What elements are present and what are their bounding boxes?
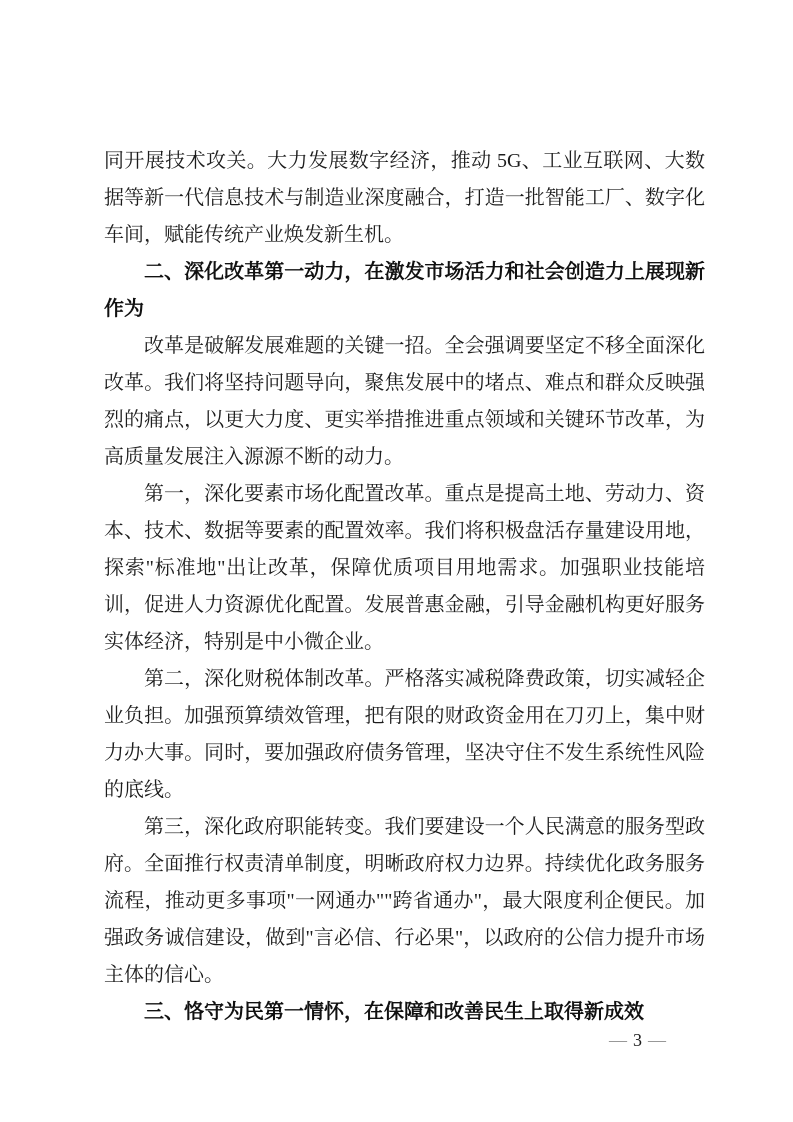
section-heading-three: 三、恪守为民第一情怀，在保障和改善民生上取得新成效 [144, 1001, 644, 1023]
section-heading-two: 二、深化改革第一动力，在激发市场活力和社会创造力上展现新作为 [104, 261, 705, 320]
page-number: 3 [633, 1030, 642, 1050]
footer-dash-right: — [648, 1030, 666, 1050]
paragraph-continued-from-previous-page: 同开展技术攻关。大力发展数字经济，推动 5G、工业互联网、大数据等新一代信息技术与制造业深度融合，打造一批智能工厂、数字化车间，赋能传统产业焕发新生机。 [104, 150, 705, 246]
footer-dash-left: — [609, 1030, 627, 1050]
document-body [104, 143, 705, 1031]
paragraph-reform-intro: 改革是破解发展难题的关键一招。全会强调要坚定不移全面深化改革。我们将坚持问题导向，聚焦发展中的堵点、难点和群众反映强烈的痛点，以更大力度、更实举措推进重点领域和关键环节改革，为高质量发展注入源源不断的动力。 [104, 335, 705, 468]
paragraph-point-two: 第二，深化财税体制改革。严格落实减税降费政策，切实减轻企业负担。加强预算绩效管理，把有限的财政资金用在刀刃上，集中财力办大事。同时，要加强政府债务管理，坚决守住不发生系统性风险的底线。 [104, 668, 705, 801]
paragraph-point-three: 第三，深化政府职能转变。我们要建设一个人民满意的服务型政府。全面推行权责清单制度，明晰政府权力边界。持续优化政务服务流程，推动更多事项"一网通办""跨省通办"，最大限度利企便民。加强政务诚信建设，做到"言必信、行必果"，以政府的公信力提升市场主体的信心。 [104, 816, 705, 986]
page-footer [603, 1030, 672, 1050]
paragraph-point-one: 第一，深化要素市场化配置改革。重点是提高土地、劳动力、资本、技术、数据等要素的配置效率。我们将积极盘活存量建设用地，探索"标准地"出让改革，保障优质项目用地需求。加强职业技能培训，促进人力资源优化配置。发展普惠金融，引导金融机构更好服务实体经济，特别是中小微企业。 [104, 483, 705, 653]
